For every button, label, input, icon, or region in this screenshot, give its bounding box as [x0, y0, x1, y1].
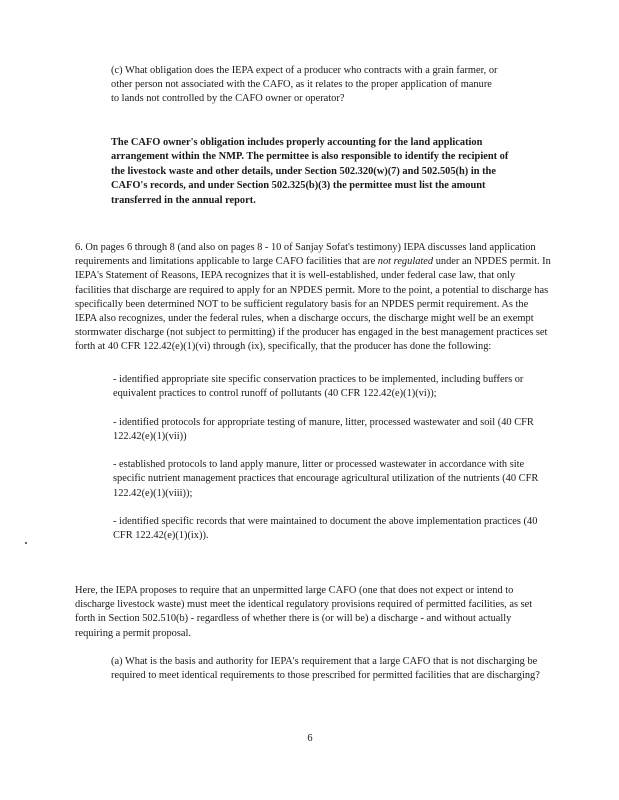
practices-list [113, 373, 551, 543]
practice-item: - identified protocols for appropriate testing of manure, litter, processed wastewater and soil (40 CFR 122.42(e)(1)(vii)) [113, 416, 534, 442]
item-6-paragraph [75, 241, 551, 355]
practice-item: - identified specific records that were maintained to document the above implementation practices (40 CFR 122.42(e)(1)(ix)). [113, 515, 538, 542]
item-6-text-part2: under an NPDES permit. In IEPA's Statement of Reasons, IEPA recognizes that it is well-established, under federal case law, that only facilities that discharge are required to apply for an NPDES permit. More to the point, a potential to discharge has specifically been determined NOT to be sufficient regulatory basis for an NPDES permit requirement. As the IEPA also recognizes, under the federal rules, when a discharge occurs, the discharge might well be an exempt stormwater discharge (not subject to permitting) if the producer has engaged in the best management practices set forth at 40 CFR 122.42(e)(1)(vi) through (ix), specifically, that the producer has done the following: [75, 256, 551, 353]
here-paragraph: Here, the IEPA proposes to require that an unpermitted large CAFO (one that does not expect or intend to discharge livestock waste) must meet the identical regulatory provisions required of permitted facilities, as set forth in Section 502.510(b) - regardless of whether there is (or will be) a discharge - and without actually requiring a permit proposal. [75, 585, 533, 639]
practice-item: - established protocols to land apply manure, litter or processed wastewater in accordance with site specific nutrient management practices that encourage agricultural utilization of the nutrients (40 CFR 122.42(e)(1)(viii)); [113, 459, 539, 499]
item-6-text-part1: 6. On pages 6 through 8 (and also on pages 8 - 10 of Sanjay Sofat's testimony) IEPA discusses land application requirements and limitations applicable to large CAFO facilities that are [75, 242, 536, 268]
page-number: 6 [307, 733, 313, 744]
scan-speck [25, 542, 27, 544]
item-6-italic-text: not regulated [377, 256, 434, 268]
practice-item: - identified appropriate site specific conservation practices to be implemented, including buffers or equivalent practices to control runoff of pollutants (40 CFR 122.42(e)(1)(vi)); [113, 374, 524, 400]
question-a: (a) What is the basis and authority for IEPA's requirement that a large CAFO that is not discharging be required to meet identical requirements to those prescribed for permitted facilities that are discharging? [111, 656, 540, 682]
answer-c: The CAFO owner's obligation includes properly accounting for the land application arrangement within the NMP. The permittee is also responsible to identify the recipient of the livestock waste and other details, under Section 502.320(w)(7) and 502.505(h) in the CAFO's records, and under Section 502.325(b)(3) the permittee must list the amount transferred in the annual report. [111, 137, 509, 206]
question-c: (c) What obligation does the IEPA expect of a producer who contracts with a grain farmer, or other person not associated with the CAFO, as it relates to the proper application of manure to lands not controlled by the CAFO owner or operator? [111, 65, 498, 105]
